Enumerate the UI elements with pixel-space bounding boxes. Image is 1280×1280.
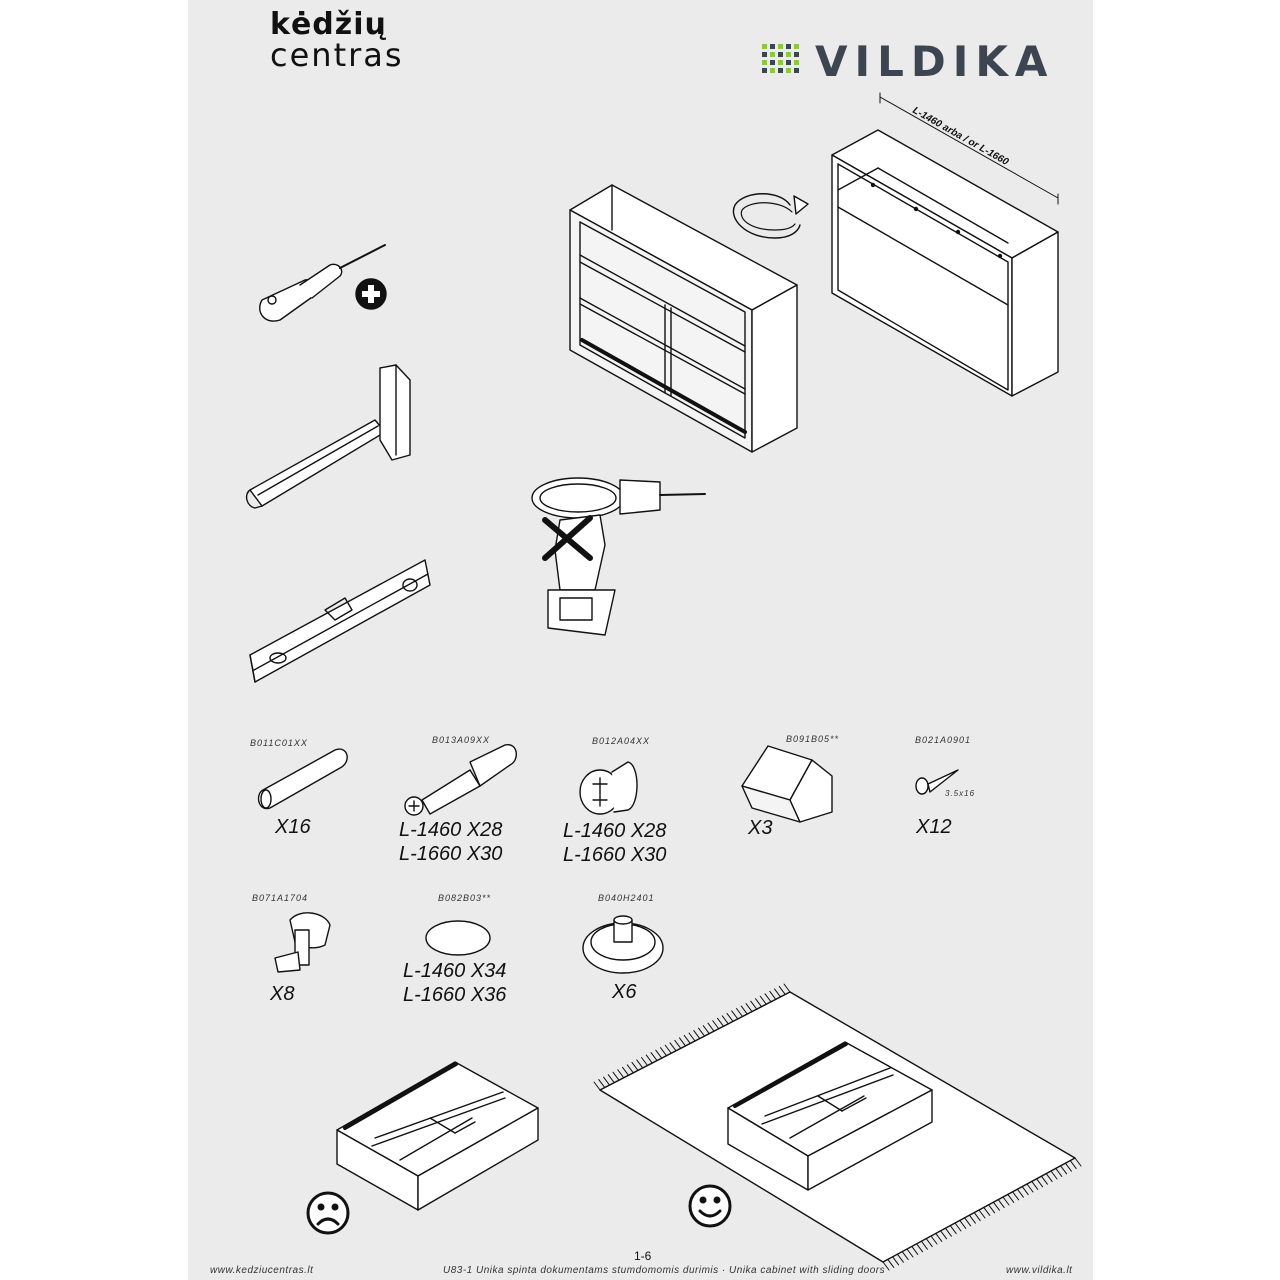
part-quantity: X3 xyxy=(748,817,773,839)
vildika-logo-text: VILDIKA xyxy=(815,37,1055,86)
part-quantity: L-1660 X36 xyxy=(403,984,507,1006)
part-code: B071A1704 xyxy=(252,893,309,903)
dimension-label: L-1460 arba / or L-1660 xyxy=(910,105,1011,168)
part-quantity: X8 xyxy=(270,983,295,1005)
part-quantity: X6 xyxy=(612,981,637,1003)
part-quantity: L-1460 X28 xyxy=(563,820,667,842)
page-number: 1-6 xyxy=(634,1249,652,1263)
part-quantity: X16 xyxy=(275,816,311,838)
part-code: B091B05** xyxy=(786,734,840,744)
part-code: B011C01XX xyxy=(250,738,308,748)
footer-product-title: U83-1 Unika spinta dokumentams stumdomomis durimis · Unika cabinet with sliding doors xyxy=(443,1265,886,1276)
part-quantity: L-1660 X30 xyxy=(563,844,667,866)
brand-line1: kėdžių xyxy=(270,7,387,42)
part-code: B013A09XX xyxy=(432,735,491,745)
part-quantity: L-1460 X28 xyxy=(399,819,503,841)
part-quantity: X12 xyxy=(916,816,952,838)
screw-size-note: 3.5x16 xyxy=(945,789,976,798)
footer-left-url: www.kedziucentras.lt xyxy=(210,1265,314,1276)
part-quantity: L-1460 X34 xyxy=(403,960,507,982)
part-code: B021A0901 xyxy=(915,735,972,745)
part-quantity: L-1660 X30 xyxy=(399,843,503,865)
footer-right-url: www.vildika.lt xyxy=(1006,1265,1073,1276)
part-code: B040H2401 xyxy=(598,893,655,903)
part-code: B082B03** xyxy=(438,893,492,903)
brand-line2: centras xyxy=(270,36,404,74)
part-code: B012A04XX xyxy=(592,736,651,746)
